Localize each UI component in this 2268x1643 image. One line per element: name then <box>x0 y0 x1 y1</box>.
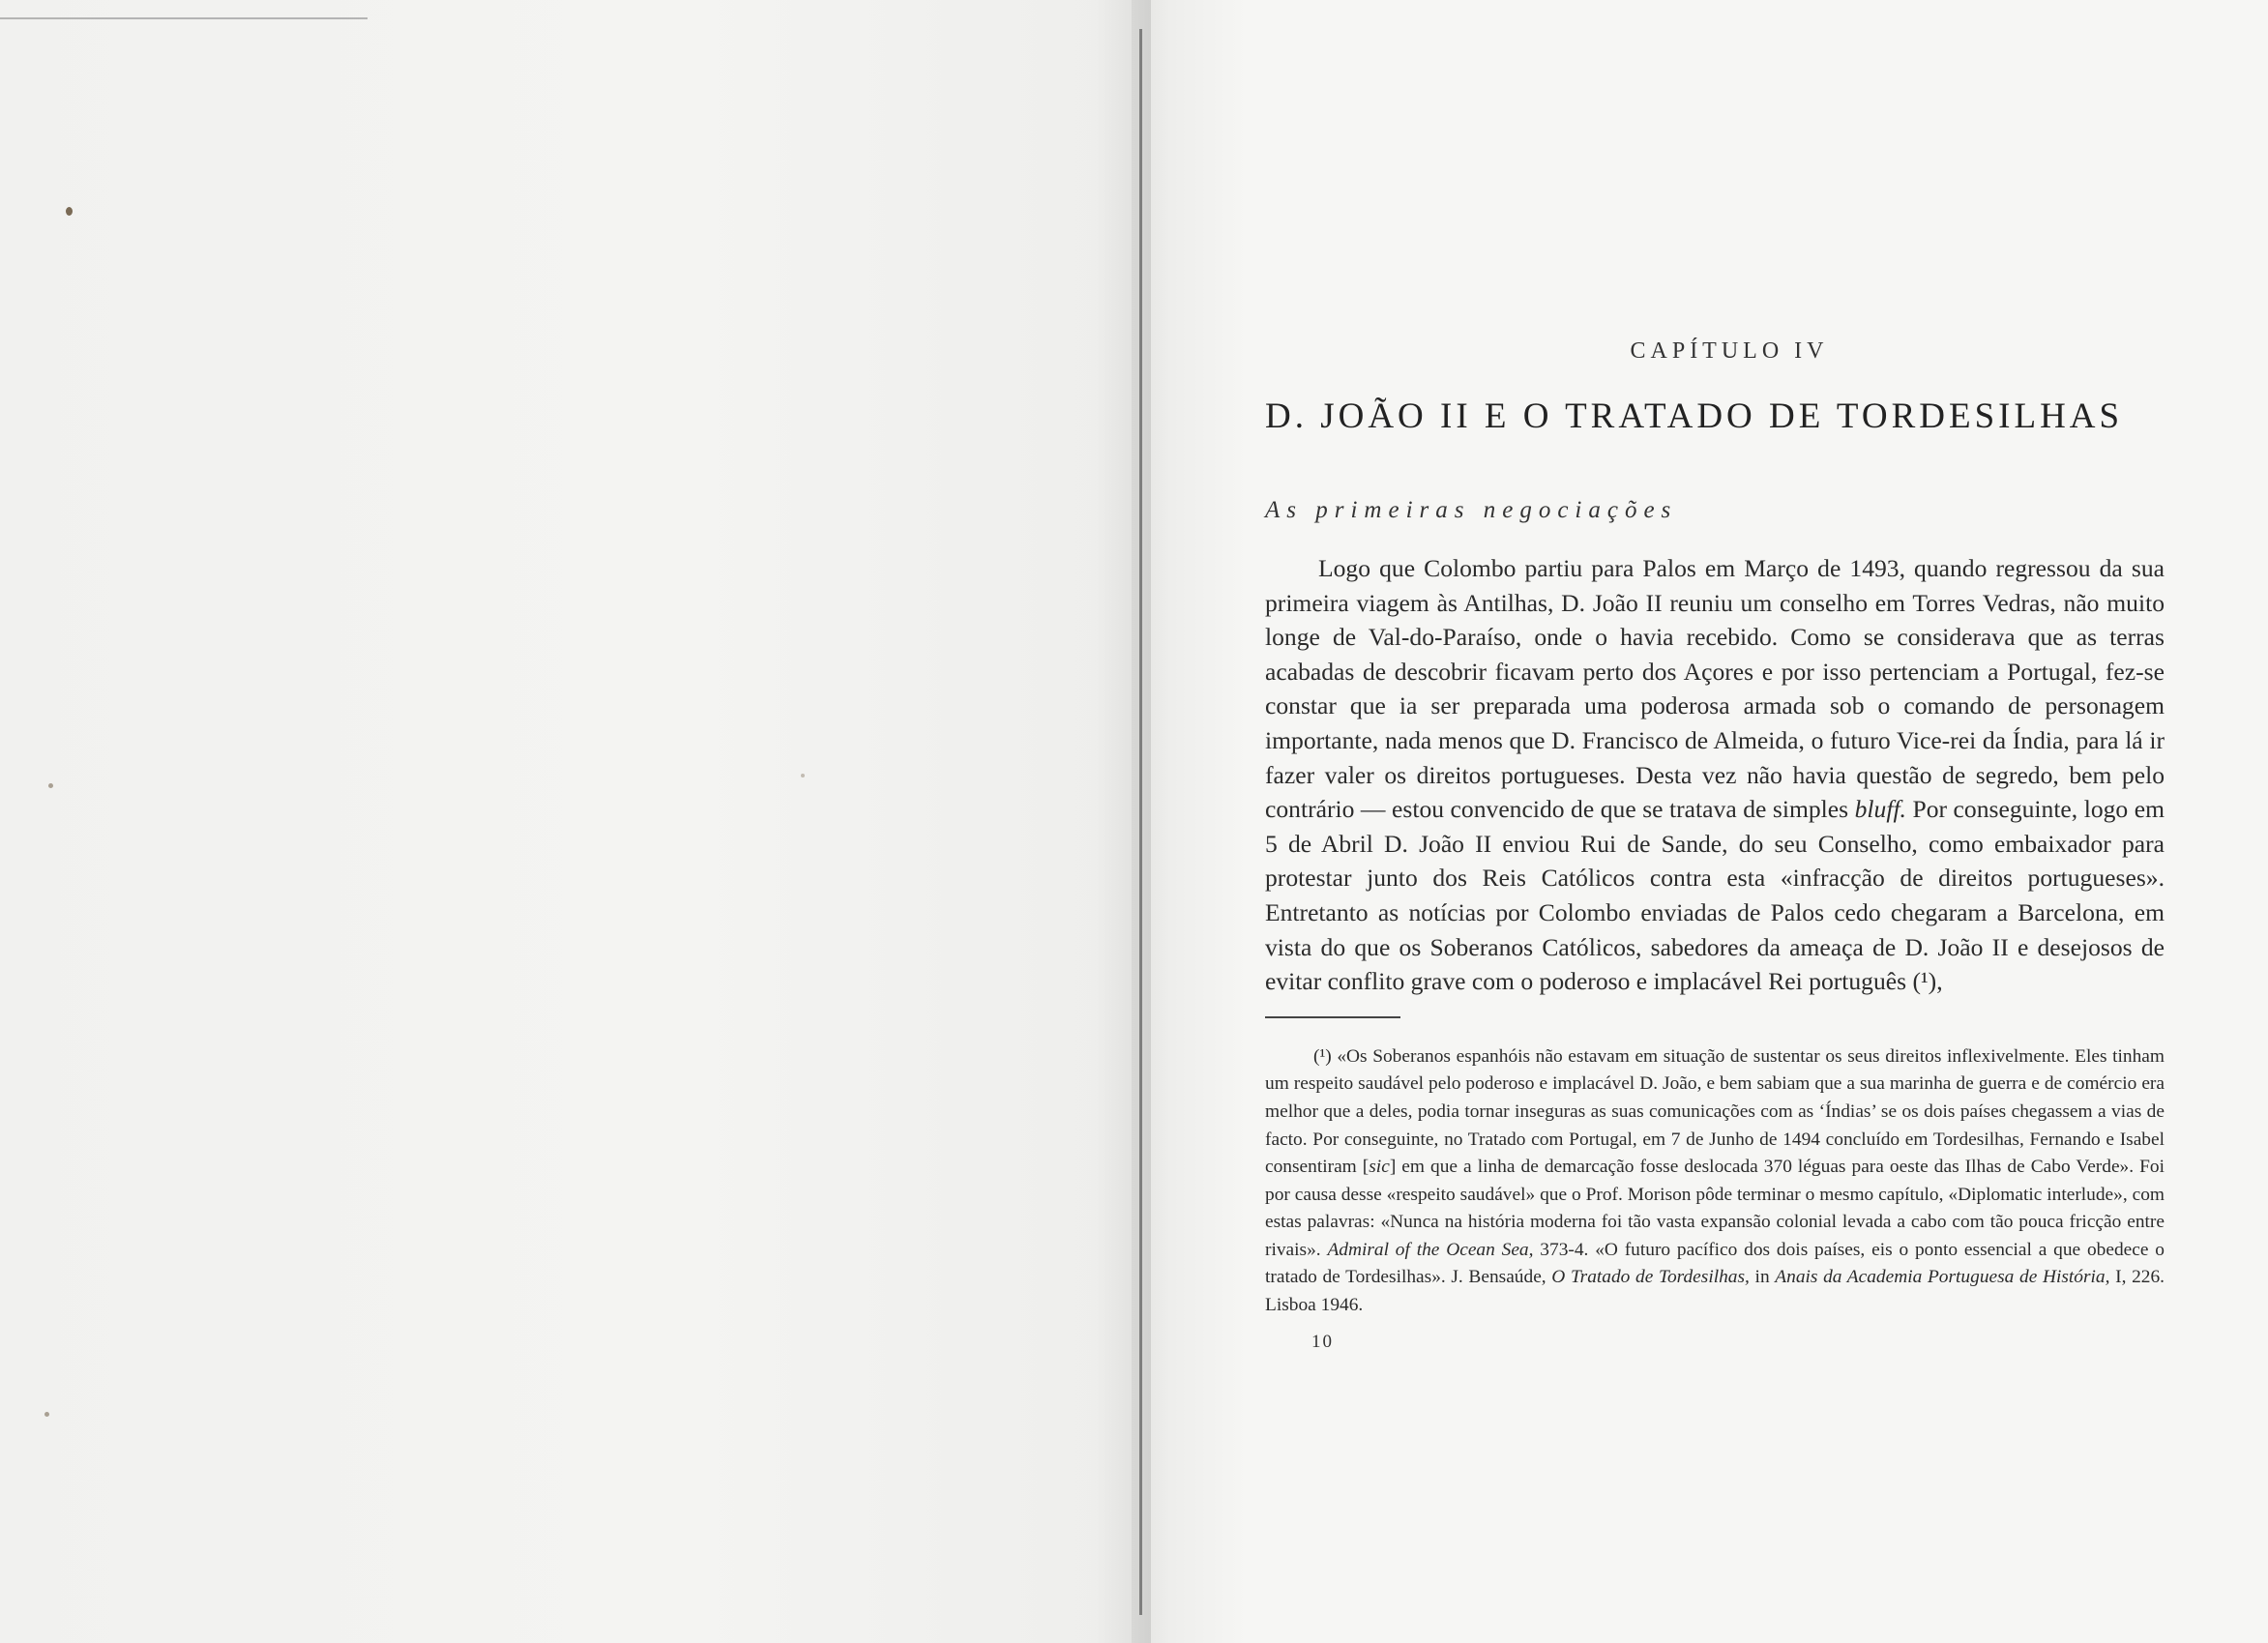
gutter-shadow <box>1093 0 1151 1643</box>
page-content <box>1265 319 2165 1353</box>
footnote-book-title-3: Anais da Academia Portuguesa de História, <box>1775 1267 2110 1288</box>
footnote <box>1265 1043 2165 1320</box>
footnote-part-4: in <box>1749 1267 1776 1288</box>
paper-speck <box>44 1412 49 1417</box>
left-blank-page <box>0 0 1132 1643</box>
body-text-part-2: Por conseguinte, logo em 5 de Abril D. João II enviou Rui de Sande, do seu Conselho, como embaixador para protestar junto dos Reis Católicos contra esta «infracção de direitos portugueses». Entretanto as notícias por Colombo enviadas de Palos cedo chegaram a Barcelona, em vista do que os Soberanos Católicos, sabedores da ameaça de D. João II e desejosos de evitar conflito grave com o poderoso e implacável Rei português (¹), <box>1265 795 2165 996</box>
footnote-sic: sic <box>1369 1157 1390 1178</box>
footnote-part-2: ] em que a linha de demarcação fosse deslocada 370 léguas para oeste das Ilhas de Cabo Verde». Foi por causa desse «respeito saudável» que o Prof. Morison pôde terminar o mesmo capítulo, «Diplomatic interlude», com estas palavras: «Nunca na história moderna foi tão vasta expansão colonial levada a cabo com tão pouca fricção entre rivais». <box>1265 1157 2165 1260</box>
body-text-part-1: Logo que Colombo partiu para Palos em Março de 1493, quando regressou da sua primeira viagem às Antilhas, D. João II reuniu um conselho em Torres Vedras, não muito longe de Val-do-Paraíso, onde o havia recebido. Como se considerava que as terras acabadas de descobrir ficavam perto dos Açores e por isso pertenciam a Portugal, fez-se constar que ia ser preparada uma poderosa armada sob o comando de personagem importante, nada menos que D. Francisco de Almeida, o futuro Vice-rei da Índia, para lá ir fazer valer os direitos portugueses. Desta vez não havia questão de segredo, bem pelo contrário — estou convencido de que se tratava de simples <box>1265 554 2165 824</box>
footnote-part-1: (¹) «Os Soberanos espanhóis não estavam em situação de sustentar os seus direitos inflexivelmente. Eles tinham um respeito saudável pelo poderoso e implacável D. João, e bem sabiam que a sua marinha de guerra e de comércio era melhor que a deles, podia tornar inseguras as suas comunicações com as ‘Índias’ se os dois países chegassem a vias de facto. Por conseguinte, no Tratado com Portugal, em 7 de Junho de 1494 concluído em Tordesilhas, Fernando e Isabel consentiram [ <box>1265 1045 2165 1178</box>
body-italic-word: bluff. <box>1854 795 1906 824</box>
section-heading: As primeiras negociações <box>1265 497 1678 523</box>
chapter-label: CAPÍTULO IV <box>1630 338 1829 364</box>
footnote-part-3: 373-4. «O futuro pacífico dos dois países, eis o ponto essencial a que obedece o tratado de Tordesilhas». J. Bensaúde, <box>1265 1239 2165 1288</box>
paper-speck <box>801 774 805 777</box>
chapter-title: D. JOÃO II E O TRATADO DE TORDESILHAS <box>1265 396 2124 436</box>
footnote-rule <box>1265 1016 1400 1018</box>
footnote-book-title-1: Admiral of the Ocean Sea, <box>1327 1239 1534 1260</box>
footnote-book-title-2: O Tratado de Tordesilhas, <box>1551 1267 1750 1288</box>
page-number: 10 <box>1311 1331 1334 1352</box>
footnote-part-5: I, 226. Lisboa 1946. <box>1265 1267 2165 1316</box>
page-edge-mark <box>0 17 368 19</box>
gutter-line <box>1139 29 1142 1615</box>
paper-speck <box>66 207 73 216</box>
body-paragraph <box>1265 551 2165 999</box>
paper-speck <box>48 783 53 788</box>
